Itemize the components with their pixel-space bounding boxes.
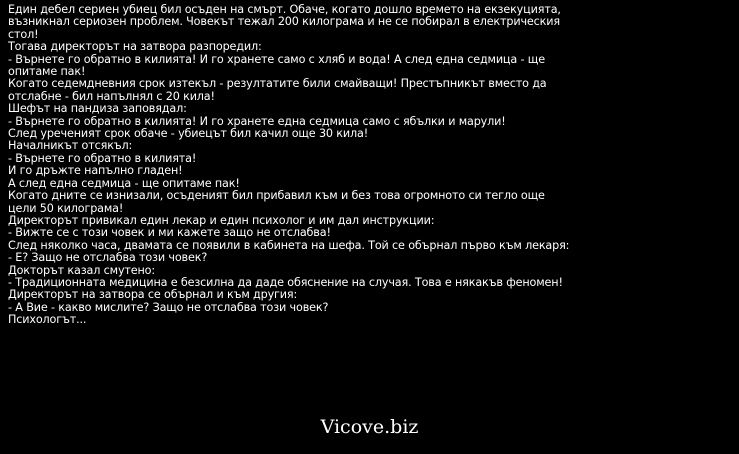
story-line: - Вижте се с този човек и ми кажете защо не отслабва! bbox=[8, 226, 331, 240]
story-line: - А Вие - какво мислите? Защо не отслабва този човек? bbox=[8, 300, 329, 314]
story-line: Директорът привикал един лекар и един психолог и им дал инструкции: bbox=[8, 213, 435, 227]
story-line: - Върнете го обратно в килията! И го хранете само с хляб и вода! А след една седмица - ще опитаме пак! bbox=[8, 52, 545, 79]
story-line: - Върнете го обратно в килията! bbox=[8, 151, 197, 165]
story-line: Началникът отсякъл: bbox=[8, 139, 133, 153]
story-line: И го дръжте напълно гладен! bbox=[8, 164, 183, 178]
story-line: - Върнете го обратно в килията! И го хранете една седмица само с ябълки и марули! bbox=[8, 114, 506, 128]
story-line: Психологът... bbox=[8, 313, 87, 327]
story-line: След уреченият срок обаче - убиецът бил качил още 30 кила! bbox=[8, 127, 369, 141]
story-line: - Традиционната медицина е безсилна да даде обяснение на случая. Това е някакъв феномен! bbox=[8, 275, 563, 289]
story-line: - Е? Защо не отслабва този човек? bbox=[8, 251, 208, 265]
story-line: Когато седемдневния срок изтекъл - резултатите били смайващи! Престъпникът вместо да отслабне - бил напълнял с 20 кила! bbox=[8, 77, 547, 103]
story-line: А след една седмица - ще опитаме пак! bbox=[8, 176, 240, 190]
story-line: Директорът на затвора се обърнал и към другия: bbox=[8, 288, 298, 302]
story-line: Тогава директорът на затвора разпоредил: bbox=[8, 40, 262, 54]
story-line: След няколко часа, двамата се появили в кабинета на шефа. Той се обърнал първо към лекаря: bbox=[8, 238, 570, 252]
site-watermark: Vicove.biz bbox=[320, 416, 419, 438]
joke-text bbox=[8, 4, 573, 327]
story-line: Шефът на пандиза заповядал: bbox=[8, 102, 187, 116]
story-line: Докторът казал смутено: bbox=[8, 263, 155, 277]
story-line: Един дебел сериен убиец бил осъден на смърт. Обаче, когато дошло времето на екзекуцията, възникнал сериозен проблем. Човекът тежал 200 килограма и не се побирал в електрическия стол! bbox=[8, 3, 561, 41]
story-line: Когато дните се изнизали, осъденият бил прибавил към и без това огромното си тегло още цели 50 килограма! bbox=[8, 189, 545, 215]
